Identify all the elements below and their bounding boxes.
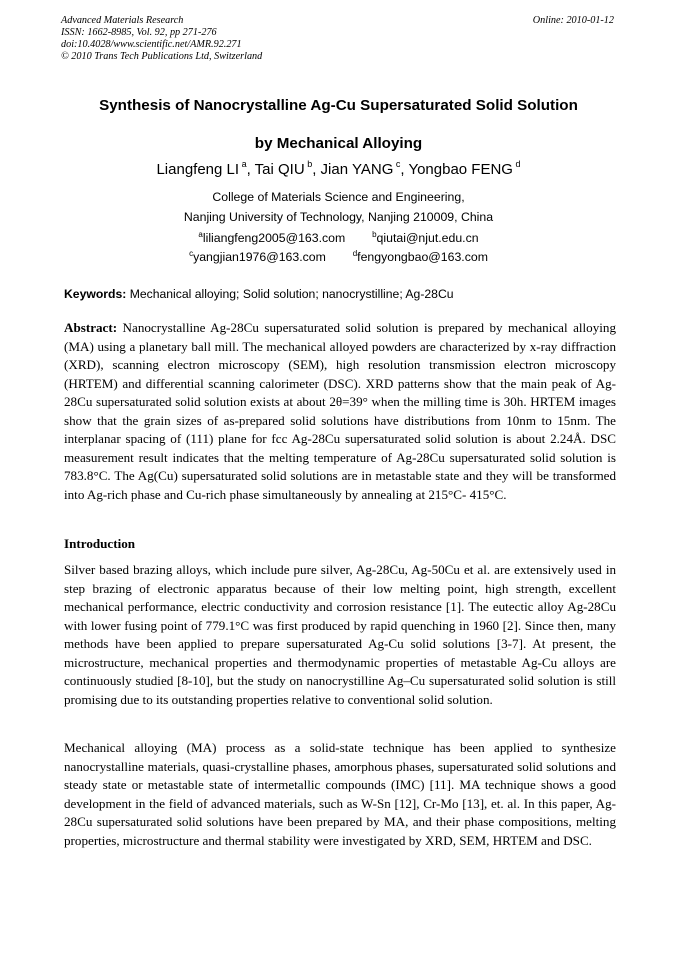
keywords-text: Mechanical alloying; Solid solution; nanocrystilline; Ag-28Cu	[126, 287, 454, 301]
email-row	[61, 229, 616, 248]
section-heading-introduction: Introduction	[64, 536, 136, 551]
copyright: © 2010 Trans Tech Publications Ltd, Switzerland	[61, 51, 263, 62]
paper-title	[61, 87, 616, 163]
author-sup: a	[241, 159, 247, 169]
keywords-label: Keywords:	[64, 287, 127, 301]
title-line-1: Synthesis of Nanocrystalline Ag-Cu Supersaturated Solid Solution	[99, 97, 578, 114]
abstract-label: Abstract:	[64, 320, 118, 335]
affiliation	[61, 187, 616, 227]
journal-name: Advanced Materials Research	[61, 15, 184, 26]
email-sup: a	[198, 230, 203, 239]
email-sup: d	[352, 249, 358, 258]
introduction-paragraph-1: Silver based brazing alloys, which include pure silver, Ag-28Cu, Ag-50Cu et al. are extensively used in step brazing of electronic apparatus because of their low melting point, high strength, excellent mechanical performance, electric conductivity and corrosion resistance [1]. The eutectic alloy Ag-28Cu with lower fusing point of 779.1°C was first produced by rapid quenching in 1960 [2]. Since then, many methods have been applied to prepare supersaturated Ag-Cu solid solutions [3-7]. At present, the microstructure, mechanical properties and thermodynamic properties of metastable Ag-Cu alloys are continuously studied [8-10], but the study on nanocrystilline Ag–Cu supersaturated solid solution is still promising due to its outstanding properties relative to conventional solid solution.	[64, 562, 616, 707]
author-sup: d	[515, 159, 521, 169]
email-address[interactable]: fengyongbao@163.com	[357, 250, 488, 264]
abstract	[64, 319, 616, 504]
author-name: Tai QIU	[254, 161, 305, 178]
doi: doi:10.4028/www.scientific.net/AMR.92.271	[61, 39, 242, 50]
email-address[interactable]: qiutai@njut.edu.cn	[376, 231, 479, 245]
affiliation-line-2: Nanjing University of Technology, Nanjing 210009, China	[183, 210, 494, 224]
email-sup: b	[372, 230, 377, 239]
abstract-text: Nanocrystalline Ag-28Cu supersaturated solid solution is prepared by mechanical alloying (MA) using a planetary ball mill. The mechanical alloyed powders are characterized by x-ray diffraction (XRD), scanning electron microscopy (SEM), high resolution transmission electron microscopy (HRTEM) and differential scanning calorimeter (DSC). XRD patterns show that the main peak of Ag-28Cu supersaturated solid solution exists at about 2θ=39° when the milling time is 30h. HRTEM images show that the grain sizes of as-prepared solid solutions have distributions from 10nm to 15nm. The interplanar spacing of (111) plane for fcc Ag-28Cu supersaturated solid solution is about 2.24Å. DSC measurement result indicates that the melting temperature of Ag-28Cu supersaturated solid solution is 783.8°C. The Ag(Cu) supersaturated solid solutions are in metastable state and they will be transformed into Ag-rich phase and Cu-rich phase simultaneously by annealing at 215°C- 415°C.	[64, 320, 616, 502]
title-line-2: by Mechanical Alloying	[254, 135, 423, 152]
author-name: Jian YANG	[320, 161, 394, 178]
email-row	[61, 248, 616, 267]
keywords	[64, 286, 616, 302]
author-name: Liangfeng LI	[156, 161, 240, 178]
affiliation-line-1: College of Materials Science and Engineering,	[212, 190, 465, 204]
author-sup: b	[307, 159, 313, 169]
introduction-paragraph-2: Mechanical alloying (MA) process as a solid-state technique has been applied to synthesize nanocrystalline materials, quasi-crystalline phases, amorphous phases, supersaturated solid solutions and steady state or metastable state of intermetallic compounds (IMC) [11]. MA technique shows a good development in the field of advanced materials, such as W-Sn [12], Cr-Mo [13], et. al. In this paper, Ag-28Cu supersaturated solid solutions have been prepared by MA, and their phase compositions, melting properties, microstructure and thermal stability were investigated by XRD, SEM, HRTEM and DSC.	[64, 740, 616, 848]
author-name: Yongbao FENG	[408, 161, 513, 178]
author-sup: c	[395, 159, 401, 169]
author-list: Liangfeng LI $^a$, Tai QIU $^b$, Jian YANG $^c$, Yongbao FENG $^d$	[156, 159, 521, 178]
email-address[interactable]: liliangfeng2005@163.com	[202, 231, 346, 245]
online-date: Online: 2010-01-12	[532, 15, 614, 26]
email-list	[61, 229, 616, 267]
issn: ISSN: 1662-8985, Vol. 92, pp 271-276	[61, 27, 217, 38]
email-address[interactable]: yangjian1976@163.com	[193, 250, 326, 264]
journal-header	[61, 15, 262, 63]
email-sup: c	[189, 249, 194, 258]
